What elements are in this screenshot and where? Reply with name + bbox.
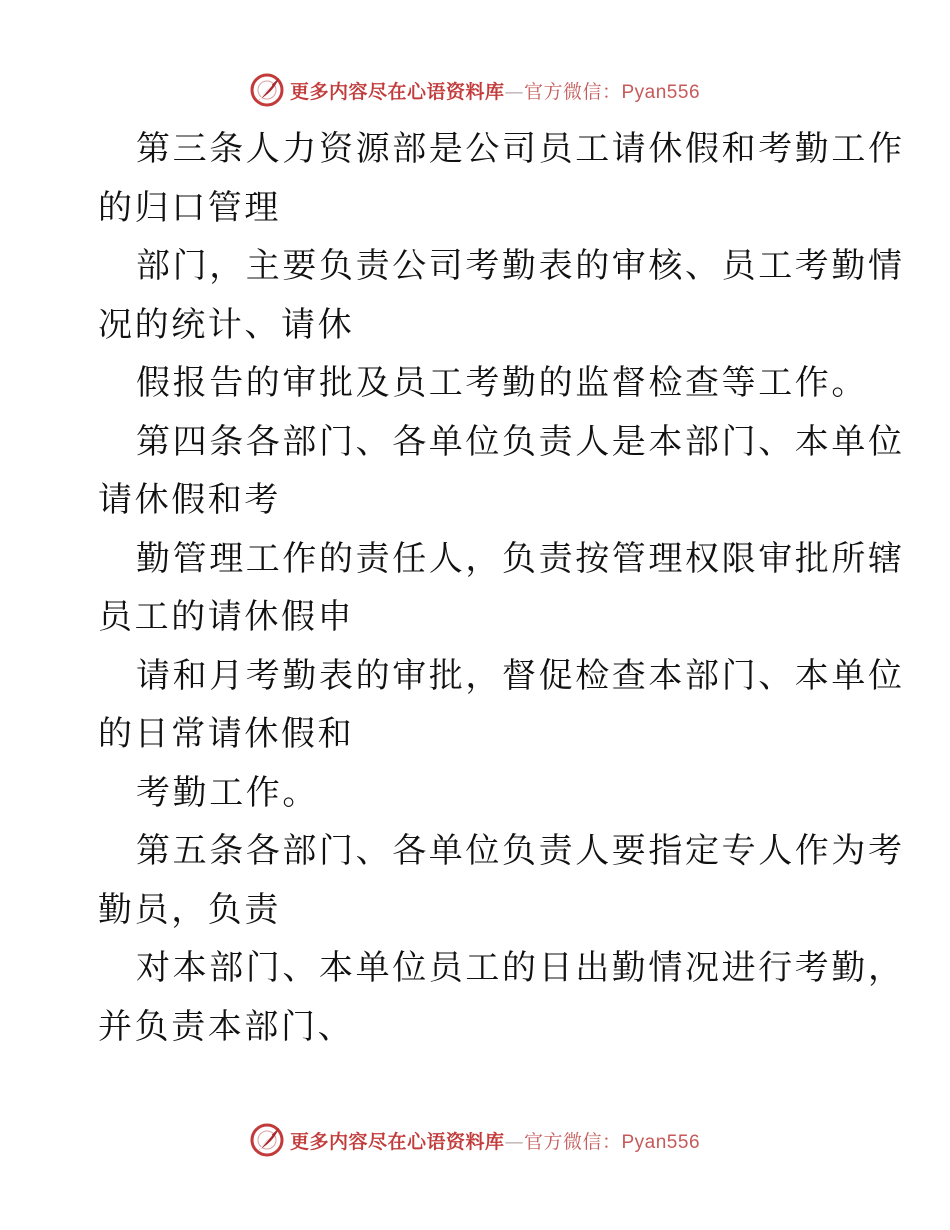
header-wechat-label: 官方微信： <box>523 80 622 103</box>
body-line-10: 请和月考勤表的审批，督促检查本部门、本单位 <box>136 655 905 696</box>
body-line-12: 考勤工作。 <box>136 772 319 813</box>
footer-banner-content <box>250 1123 700 1157</box>
footer-dash: — <box>504 1130 524 1153</box>
body-line-7: 请休假和考 <box>98 480 281 520</box>
body-line-15: 对本部门、本单位员工的日出勤情况进行考勤， <box>136 948 905 988</box>
body-line-8: 勤管理工作的责任人，负责按管理权限审批所辖 <box>136 538 905 579</box>
footer-brand-text: 更多内容尽在心语资料库 <box>289 1130 505 1153</box>
header-dash: — <box>504 80 524 103</box>
header-banner <box>0 70 950 110</box>
header-banner-text <box>290 77 700 104</box>
footer-banner-text <box>290 1127 700 1154</box>
footer-wechat-id: Pyan556 <box>621 1131 701 1153</box>
document-body <box>98 120 905 1056</box>
header-brand-text: 更多内容尽在心语资料库 <box>289 80 505 103</box>
body-line-1: 第三条人力资源部是公司员工请休假和考勤工作 <box>136 129 905 169</box>
body-line-16: 并负责本部门、 <box>98 1006 355 1047</box>
body-line-3: 部门，主要负责公司考勤表的审核、员工考勤情 <box>136 246 905 286</box>
body-line-5: 假报告的审批及员工考勤的监督检查等工作。 <box>136 363 868 403</box>
body-line-14: 勤员，负责 <box>98 889 281 930</box>
feather-logo-icon <box>250 1123 284 1157</box>
feather-logo-icon <box>250 73 284 107</box>
body-line-4: 况的统计、请休 <box>98 304 355 345</box>
body-line-13: 第五条各部门、各单位负责人要指定专人作为考 <box>136 831 905 871</box>
body-line-6: 第四条各部门、各单位负责人是本部门、本单位 <box>136 421 905 462</box>
header-banner-content <box>250 73 700 107</box>
footer-banner <box>0 1120 950 1160</box>
body-line-2: 的归口管理 <box>98 187 281 228</box>
header-wechat-id: Pyan556 <box>621 81 701 103</box>
body-line-9: 员工的请休假申 <box>98 597 355 637</box>
body-line-11: 的日常请休假和 <box>98 714 355 754</box>
footer-wechat-label: 官方微信： <box>523 1130 622 1153</box>
